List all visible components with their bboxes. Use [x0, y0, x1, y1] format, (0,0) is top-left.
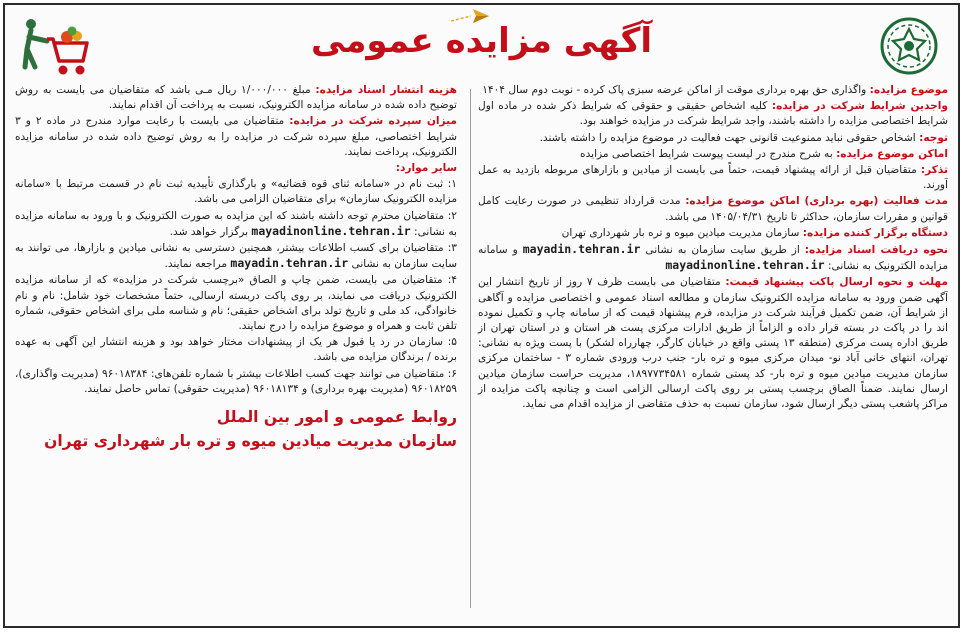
section-text: متقاضیان می بایست ظرف ۷ روز از تاریخ انتشار این آگهی ضمن ورود به سامانه مزایده الکترونیک سازمان و مطالعه اسناد عمومی و اختصاصی مزایده و آگاهی از شرایط آن، ضمن تکمیل فرآیند شرکت در مزایده، فرم پیشنهاد قیمت که از سامانه چاپ و تکمیل نموده اند را در پاکت در بسته قرار داده و الزاماً از طریق ادارات مرکزی پست هر استان و در استان تهران از طریق اداره پست مرکزی (منطقه ۱۳ پستی واقع در خیابان کارگر، چهارراه لشکر) با پست ویژه به نشانی: تهران، انتهای خانی آباد نو- میدان مرکزی میوه و تره بار- جنب درب ورودی شماره ۳ - ساختمان مرکزی سازمان مدیریت میادین میوه و تره بار- کد پستی شماره ۱۸۹۷۷۳۴۵۸۱، مدیریت حراست سازمان میادین ارسال نمایند. ضمناً الصاق برچسب پستی بر روی پاکت ارسالی الزامی است و چنانچه پاکت مزایده از مراکز پاشعب پستی دیگر ارسال شود، سازمان نسبت به حذف متقاضی از مزایده اقدام می نماید.	[478, 276, 948, 411]
website-link[interactable]: mayadinonline.tehran.ir	[665, 258, 825, 273]
notice-paragraph	[478, 147, 948, 162]
notice-paragraph	[15, 114, 457, 160]
section-text: سازمان مدیریت میادین میوه و تره بار شهرداری تهران	[561, 226, 803, 239]
section-text: واگذاری حق بهره برداری موقت از اماکن عرضه سبزی پاک کرده - نوبت دوم سال ۱۴۰۴	[482, 84, 870, 96]
section-text: ۶: متقاضیان می توانند جهت کسب اطلاعات بیشتر با شماره تلفن‌های: ۹۶۰۱۸۳۸۴ (مدیریت واگذاری)، ۹۶۰۱۸۲۵۹ (مدیریت بهره برداری) و ۹۶۰۱۸۱۳۴ (مدیریت حقوقی) تماس حاصل نمایند.	[15, 367, 457, 395]
section-label: مدت فعالیت (بهره برداری) اماکن موضوع مزایده:	[685, 195, 948, 208]
section-text: و سامانه مزایده الکترونیک به نشانی:	[478, 244, 948, 273]
notice-paragraph	[478, 163, 948, 193]
section-text: ۴: متقاضیان می بایست، ضمن چاپ و الصاق «برچسب شرکت در مزایده» که از سامانه مزایده الکترونیک دریافت می نمایند، بر روی پاکت دربسته ارسالی، حتماً مشخصات خود شامل: نام و نام خانوادگی، کد ملی و تاریخ تولد برای اشخاص حقیقی؛ نام و شناسه ملی برای اشخاص حقوقی، شماره تلفن ثابت و همراه و موضوع مزایده را درج نمایند.	[15, 274, 457, 333]
left-column	[15, 83, 463, 618]
notice-paragraph	[478, 194, 948, 224]
section-label: میزان سپرده شرکت در مزایده:	[289, 115, 457, 128]
notice-paragraph	[15, 161, 457, 176]
signature	[15, 405, 457, 453]
section-label: مهلت و نحوه ارسال پاکت پیشنهاد قیمت:	[725, 276, 948, 289]
section-label: هزینه انتشار اسناد مزایده:	[315, 84, 457, 96]
website-link[interactable]: mayadin.tehran.ir	[522, 242, 641, 257]
signature-line-1: روابط عمومی و امور بین الملل	[216, 408, 457, 427]
section-text: متقاضیان قبل از ارائه پیشنهاد قیمت، حتماً می بایست از میادین و بازارهای مربوطه بازدید به عمل آورند.	[478, 164, 948, 192]
section-text: کلیه اشخاص حقیقی و حقوقی که شرایط ذکر شده در ماده اول شرایط اختصاصی مزایده را داشته باشند، واجد شرایط شرکت در مزایده خواهند بود.	[478, 100, 948, 128]
website-link[interactable]: mayadin.tehran.ir	[230, 256, 349, 271]
section-text: مبلغ ۱/۰۰۰/۰۰۰ ریال مـی باشد که متقاضیان می بایست به روش توضیح داده شده در سامانه مزایده الکترونیک، نسبت به پرداخت آن اقدام نمایند.	[15, 84, 457, 112]
section-label: نحوه دریافت اسناد مزایده:	[804, 244, 948, 257]
notice-paragraph	[15, 177, 457, 207]
notice-paragraph	[15, 335, 457, 365]
notice-paragraph	[478, 131, 948, 146]
notice-paragraph	[15, 367, 457, 397]
notice-paragraph	[478, 242, 948, 274]
notice-paragraph	[478, 226, 948, 241]
section-text: به شرح مندرج در لیست پیوست شرایط اختصاصی مزایده	[580, 147, 837, 160]
section-text: ۳: متقاضیان برای کسب اطلاعات بیشتر، همچنین دسترسی به نشانی میادین و بازارها، می توانند به سایت سازمان به نشانی	[15, 242, 457, 271]
section-text: ۲: متقاضیان محترم توجه داشته باشند که این مزایده به صورت الکترونیک و با ورود به سامانه مزایده به نشانی:	[15, 209, 457, 238]
section-text: ۵: سازمان در رد یا قبول هر یک از پیشنهادات مختار خواهد بود و هزینه انتشار این آگهی به عهده برنده / برندگان مزایده می باشد.	[15, 336, 457, 364]
section-label: سایر موارد:	[395, 162, 457, 175]
section-label: دستگاه برگزار کننده مزایده:	[802, 226, 948, 239]
notice-frame	[3, 3, 960, 628]
section-label: واجدین شرایط شرکت در مزایده:	[771, 100, 948, 113]
right-column	[472, 83, 948, 618]
website-link[interactable]: mayadinonline.tehran.ir	[251, 223, 411, 238]
notice-paragraph	[15, 83, 457, 113]
section-label: موضوع مزایده:	[869, 84, 948, 96]
section-text: متقاضیان می بایست با رعایت موارد مندرج در ماده ۲ و ۳ شرایط اختصاصی، مبلغ سپرده شرکت در مزایده را به روش توضیح داده شده در سامانه مزایده الکترونیک، پرداخت نمایند.	[15, 115, 457, 158]
section-text: برگزار خواهد شد.	[169, 225, 252, 238]
notice-header	[5, 5, 958, 83]
section-text: اشخاص حقوقی نباید ممنوعیت قانونی جهت فعالیت در موضوع مزایده را داشته باشند.	[539, 131, 920, 144]
section-text: ۱: ثبت نام در «سامانه ثنای قوه قضائیه» و بارگذاری تأییدیه ثبت نام در قسمت مرتبط با «سامانه مزایده الکترونیک سازمان» برای متقاضیان الزامی می باشد.	[15, 178, 457, 206]
notice-paragraph	[15, 209, 457, 240]
column-divider	[470, 89, 471, 608]
notice-paragraph	[15, 273, 457, 334]
notice-paragraph	[15, 241, 457, 272]
notice-paragraph	[478, 83, 948, 98]
tehran-municipality-logo-icon	[880, 17, 938, 75]
section-label: توجه:	[919, 131, 948, 144]
notice-paragraph	[478, 275, 948, 412]
signature-line-2: سازمان مدیریت میادین میوه و تره بار شهرداری تهران	[44, 432, 457, 451]
section-label: تذکر:	[920, 164, 948, 177]
page-title: آگهی مزایده عمومی	[310, 21, 653, 61]
notice-paragraph	[478, 99, 948, 129]
section-text: مدت قرارداد تنظیمی در صورت رعایت کامل قوانین و مقررات سازمان، حداکثر تا تاریخ ۱۴۰۵/۰۴/۳۱ می باشد.	[478, 195, 948, 223]
section-label: اماکن موضوع مزایده:	[836, 147, 948, 160]
shopping-cart-icon	[17, 15, 91, 79]
section-text: از طریق سایت سازمان به نشانی	[640, 244, 805, 257]
section-text: مراجعه نمایند.	[164, 258, 231, 271]
